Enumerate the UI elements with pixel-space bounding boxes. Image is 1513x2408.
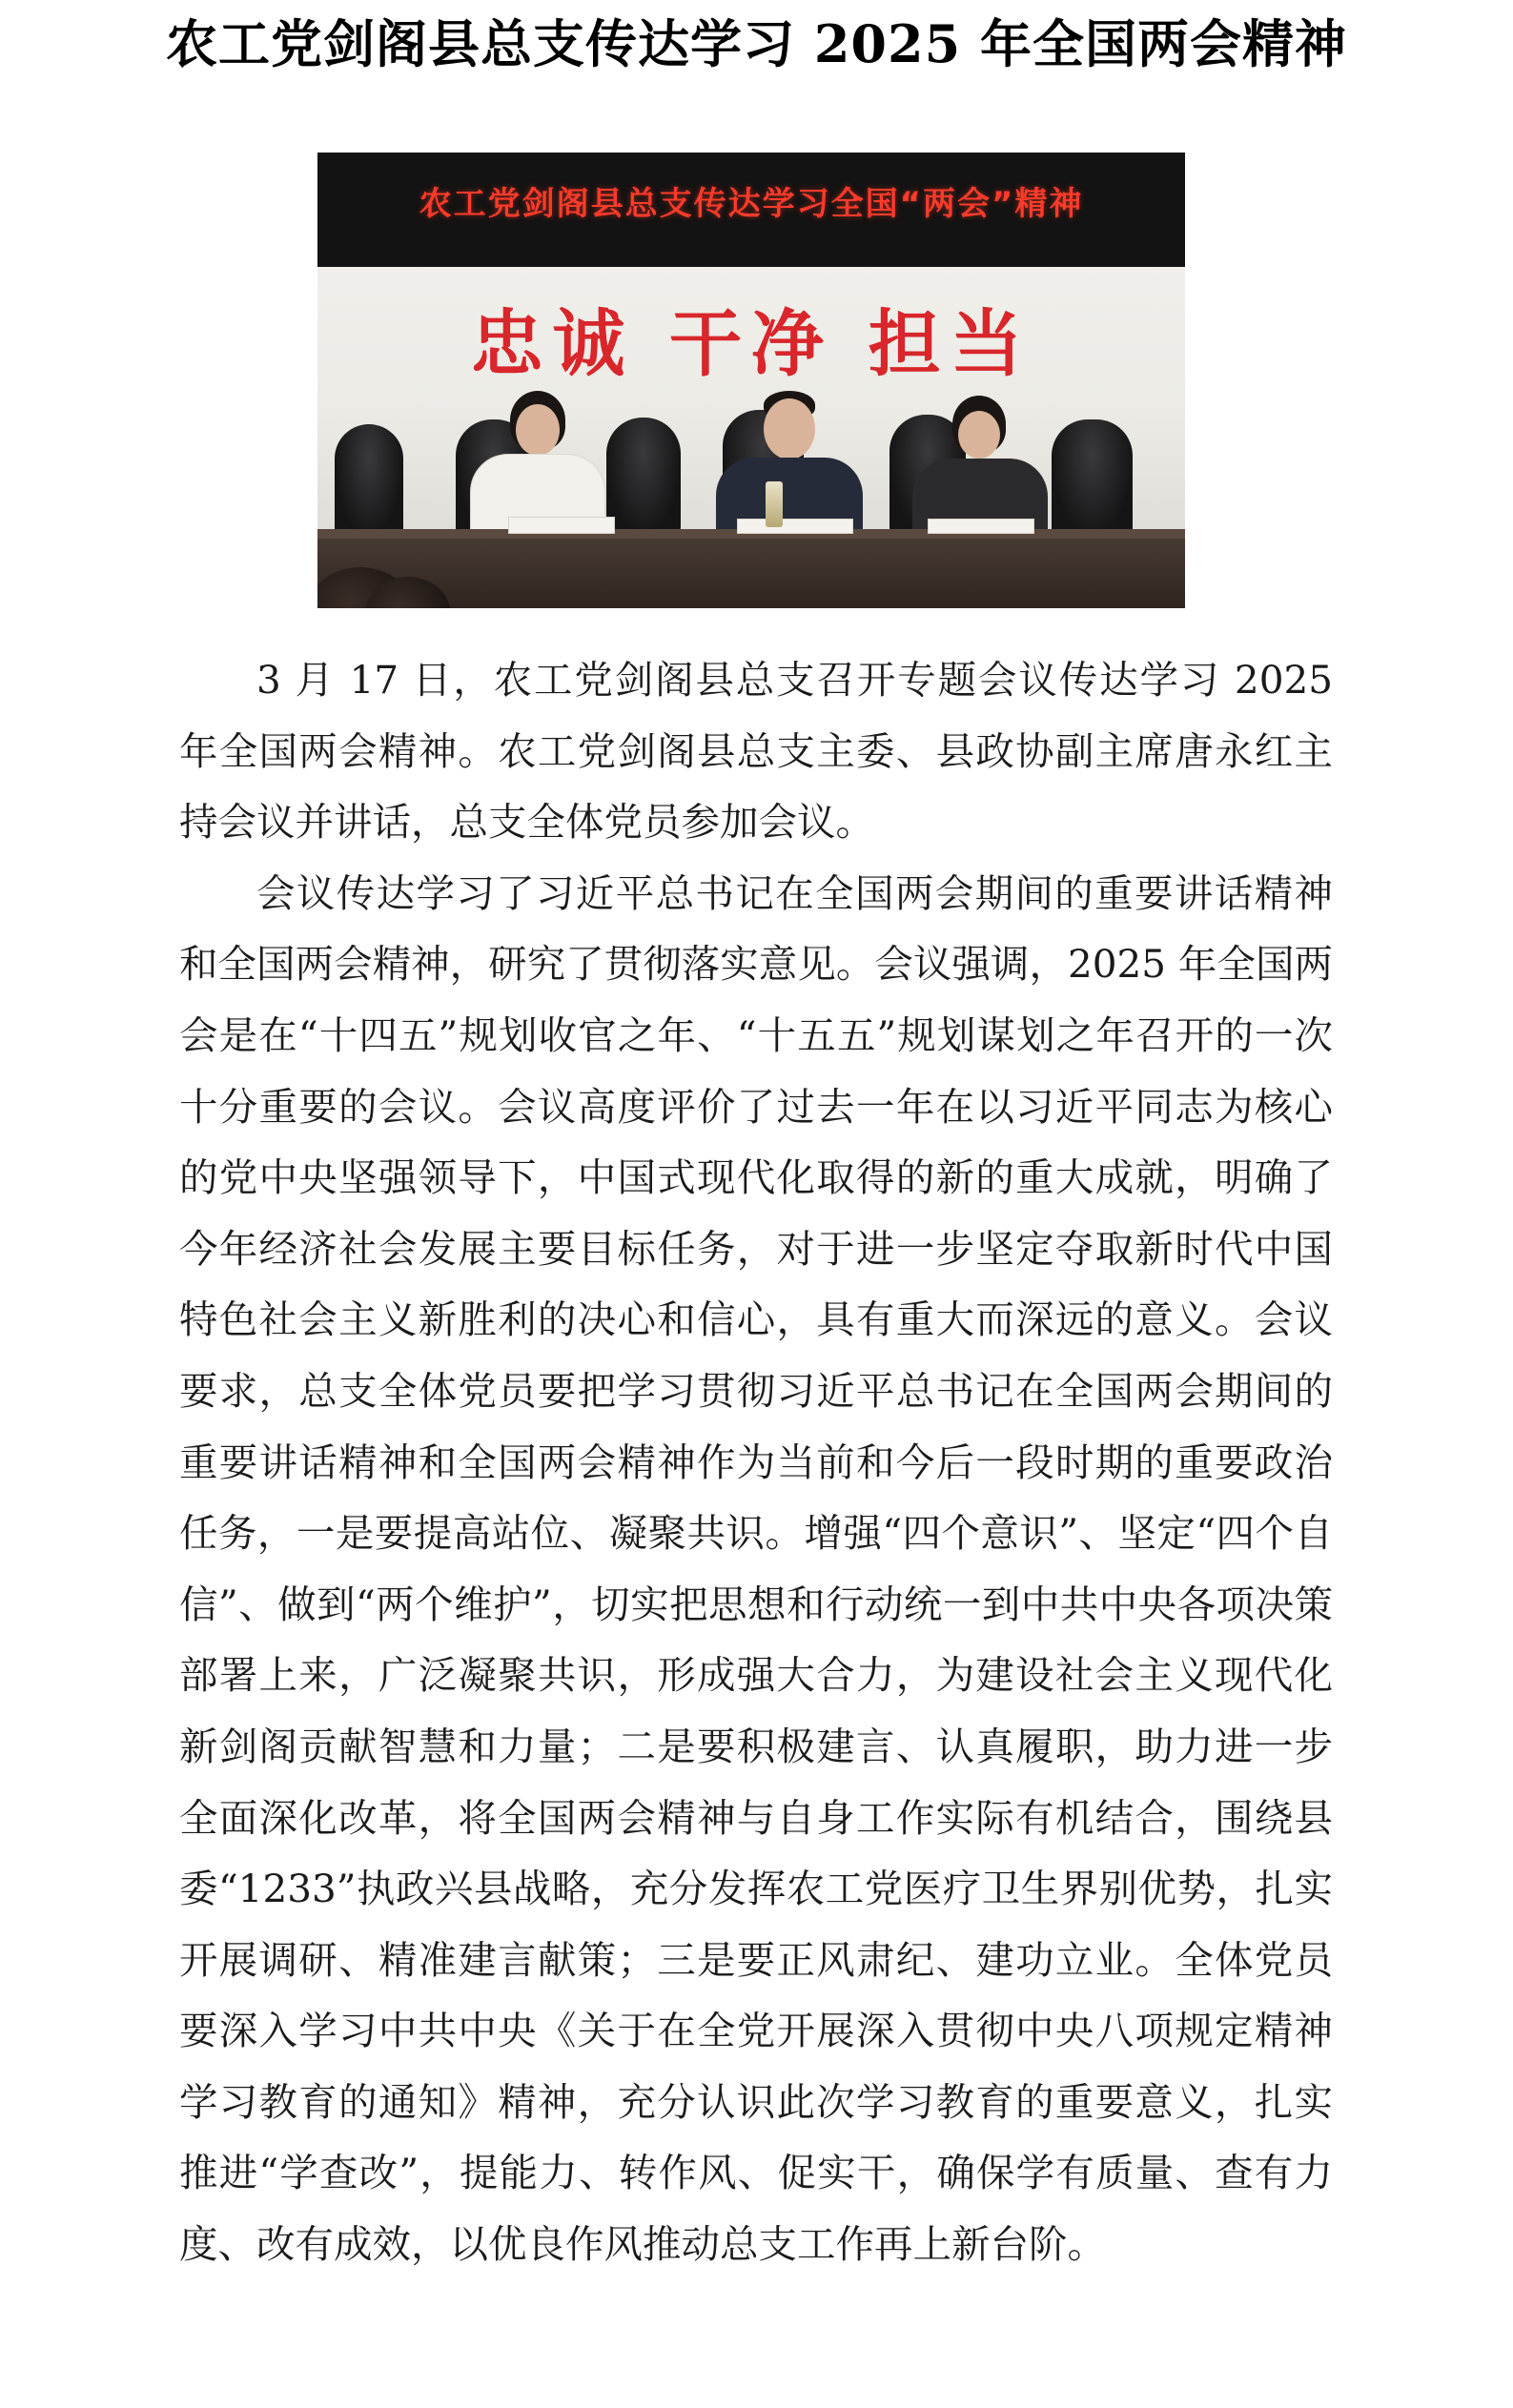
meeting-photo	[317, 153, 1185, 608]
papers	[737, 519, 853, 534]
led-banner-text: 农工党剑阁县总支传达学习全国“两会”精神	[419, 185, 1084, 223]
paragraph: 会议传达学习了习近平总书记在全国两会期间的重要讲话精神和全国两会精神，研究了贯彻落实意见。会议强调，2025 年全国两会是在“十四五”规划收官之年、“十五五”规划谋划之年召开的一次十分重要的会议。会议高度评价了过去一年在以习近平同志为核心的党中央坚强领导下，中国式现代化取得的新的重大成就，明确了今年经济社会发展主要目标任务，对于进一步坚定夺取新时代中国特色社会主义新胜利的决心和信心，具有重大而深远的意义。会议要求，总支全体党员要把学习贯彻习近平总书记在全国两会期间的重要讲话精神和全国两会精神作为当前和今后一段时期的重要政治任务，一是要提高站位、凝聚共识。增强“四个意识”、坚定“四个自信”、做到“两个维护”，切实把思想和行动统一到中共中央各项决策部署上来，广泛凝聚共识，形成强大合力，为建设社会主义现代化新剑阁贡献智慧和力量；二是要积极建言、认真履职，助力进一步全面深化改革，将全国两会精神与自身工作实际有机结合，围绕县委“1233”执政兴县战略，充分发挥农工党医疗卫生界别优势，扎实开展调研、精准建言献策；三是要正风肃纪、建功立业。全体党员要深入学习中共中央《关于在全党开展深入贯彻中央八项规定精神学习教育的通知》精神，充分认识此次学习教育的重要意义，扎实推进“学查改”，提能力、转作风、促实干，确保学有质量、查有力度、改有成效，以优良作风推动总支工作再上新台阶。	[179, 869, 1333, 2268]
meeting-table	[317, 529, 1185, 608]
papers	[928, 519, 1034, 534]
paragraph: 3 月 17 日，农工党剑阁县总支召开专题会议传达学习 2025 年全国两会精神。农工党剑阁县总支主委、县政协副主席唐永红主持会议并讲话，总支全体党员参加会议。	[179, 657, 1333, 846]
water-glass	[766, 481, 783, 527]
papers	[508, 517, 615, 534]
attendee-right	[909, 396, 1052, 539]
chair	[606, 418, 681, 537]
chair	[1052, 419, 1133, 539]
wall-slogan: 忠诚 干净 担当	[470, 301, 1033, 386]
article-title: 农工党剑阁县总支传达学习 2025 年全国两会精神	[166, 13, 1347, 74]
chair	[335, 424, 403, 539]
article-body	[179, 644, 1333, 2280]
